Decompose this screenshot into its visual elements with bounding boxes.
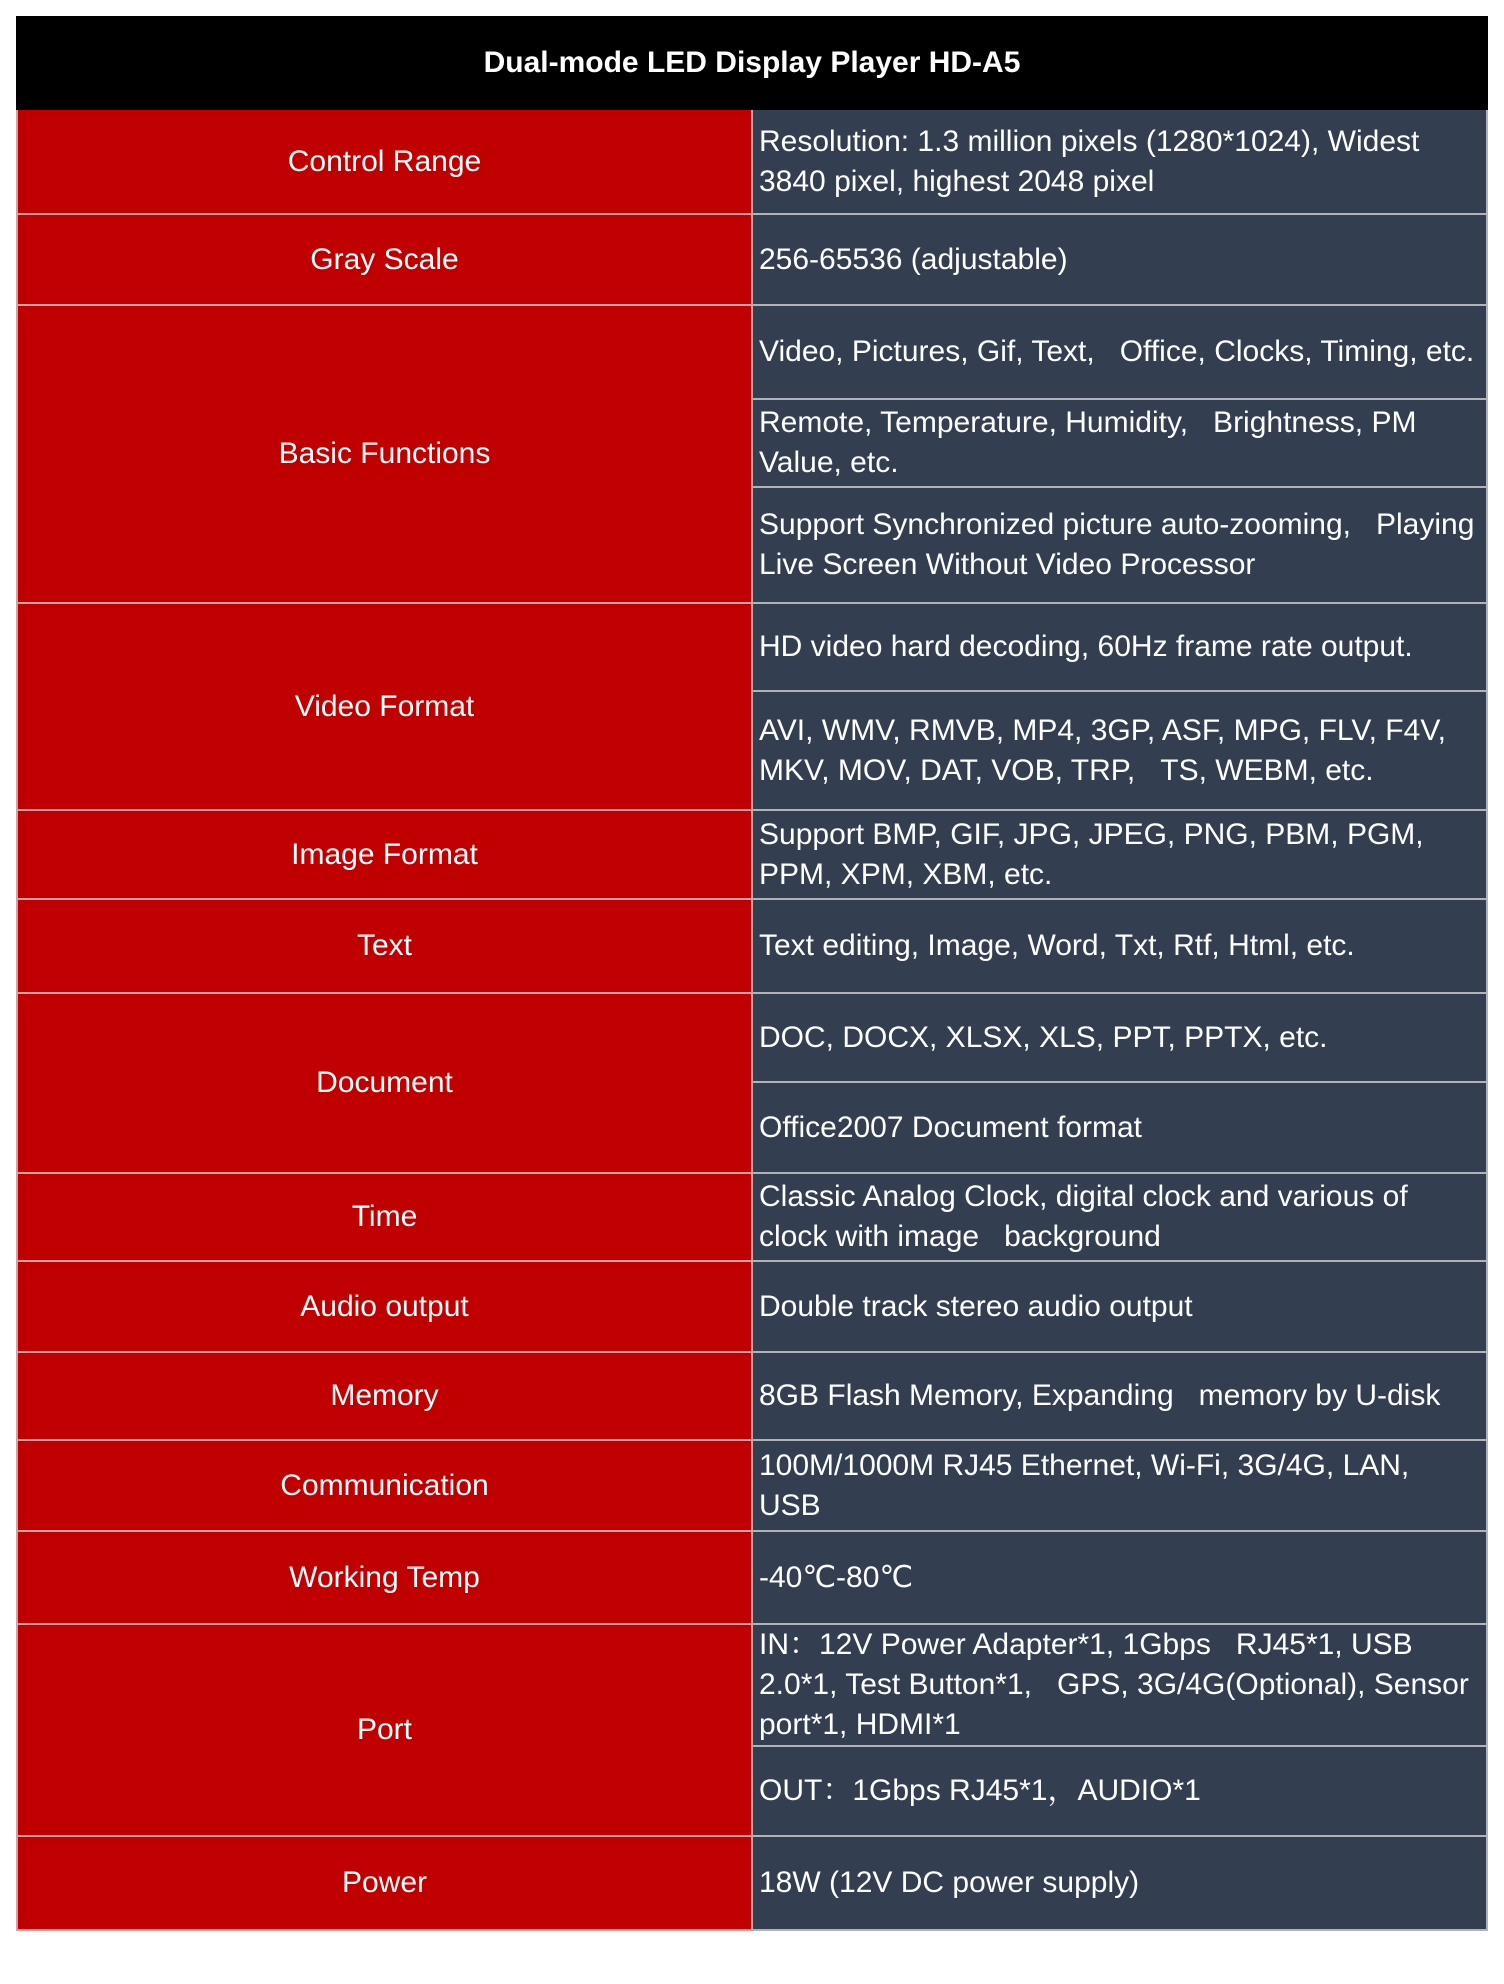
table-row [17, 810, 1487, 899]
row-value [752, 603, 1487, 691]
row-value [752, 1082, 1487, 1173]
row-label-video-format: Video Format [17, 603, 752, 810]
row-label-time: Time [17, 1173, 752, 1261]
row-value-text: Support Synchronized picture auto-zooming, Playing Live Screen Without Video Processor [759, 508, 1475, 581]
row-value-text: IN：12V Power Adapter*1, 1Gbps RJ45*1, USB 2.0*1, Test Button*1, GPS, 3G/4G(Optional), Sensor port*1, HDMI*1 [759, 1628, 1469, 1741]
row-value-text: Resolution: 1.3 million pixels (1280*1024), Widest 3840 pixel, highest 2048 pixel [759, 124, 1420, 198]
row-value [752, 1836, 1487, 1930]
table-row [17, 899, 1487, 993]
row-value-text: Double track stereo audio output [759, 1289, 1193, 1323]
row-label-power: Power [17, 1836, 752, 1930]
row-value-text: Office2007 Document format [759, 1110, 1142, 1144]
table-title: Dual-mode LED Display Player HD-A5 [17, 17, 1487, 109]
row-value-text: Text editing, Image, Word, Txt, Rtf, Html, etc. [759, 929, 1355, 962]
row-value-text: AVI, WMV, RMVB, MP4, 3GP, ASF, MPG, FLV, F4V, MKV, MOV, DAT, VOB, TRP, TS, WEBM, etc. [759, 713, 1446, 787]
row-value-text: HD video hard decoding, 60Hz frame rate output. [759, 630, 1413, 663]
row-value-text: Video, Pictures, Gif, Text, Office, Clocks, Timing, etc. [759, 335, 1475, 368]
row-value [752, 810, 1487, 899]
row-label-gray-scale: Gray Scale [17, 214, 752, 305]
row-value [752, 214, 1487, 305]
row-value-text: 100M/1000M RJ45 Ethernet, Wi-Fi, 3G/4G, LAN, USB [759, 1448, 1410, 1522]
row-label-communication: Communication [17, 1440, 752, 1531]
row-value-text: DOC, DOCX, XLSX, XLS, PPT, PPTX, etc. [759, 1020, 1328, 1054]
row-value-text: 256-65536 (adjustable) [759, 242, 1068, 276]
table-row [17, 1531, 1487, 1624]
row-label-working-temp: Working Temp [17, 1531, 752, 1624]
row-value [752, 691, 1487, 810]
row-value [752, 1261, 1487, 1352]
row-label-port: Port [17, 1624, 752, 1836]
table-row [17, 603, 1487, 691]
table-row [17, 1836, 1487, 1930]
row-value-text: Classic Analog Clock, digital clock and various of clock with image background [759, 1180, 1408, 1253]
row-label-basic-functions: Basic Functions [17, 305, 752, 603]
row-value [752, 399, 1487, 487]
row-value [752, 109, 1487, 214]
table-row [17, 1440, 1487, 1531]
row-value [752, 899, 1487, 993]
table-row [17, 993, 1487, 1082]
row-value-text: 18W (12V DC power supply) [759, 1866, 1140, 1899]
row-value [752, 1173, 1487, 1261]
row-value [752, 1746, 1487, 1836]
row-value [752, 1624, 1487, 1746]
row-value [752, 1531, 1487, 1624]
spec-table [16, 16, 1488, 1931]
row-label-audio-output: Audio output [17, 1261, 752, 1352]
row-label-text: Text [17, 899, 752, 993]
table-row [17, 305, 1487, 399]
row-value-text: Support BMP, GIF, JPG, JPEG, PNG, PBM, PGM, PPM, XPM, XBM, etc. [759, 817, 1424, 891]
row-value [752, 1352, 1487, 1440]
row-label-image-format: Image Format [17, 810, 752, 899]
row-value [752, 1440, 1487, 1531]
row-value [752, 487, 1487, 603]
row-value [752, 305, 1487, 399]
table-row [17, 109, 1487, 214]
row-label-document: Document [17, 993, 752, 1173]
table-row [17, 1261, 1487, 1352]
row-value-text: -40℃-80℃ [759, 1560, 914, 1594]
row-value [752, 993, 1487, 1082]
table-row [17, 1624, 1487, 1746]
row-label-memory: Memory [17, 1352, 752, 1440]
table-row [17, 1173, 1487, 1261]
row-value-text: Remote, Temperature, Humidity, Brightness, PM Value, etc. [759, 406, 1417, 479]
table-row [17, 1352, 1487, 1440]
row-label-control-range: Control Range [17, 109, 752, 214]
table-row [17, 214, 1487, 305]
row-value-text: 8GB Flash Memory, Expanding memory by U-disk [759, 1379, 1441, 1412]
row-value-text: OUT：1Gbps RJ45*1，AUDIO*1 [759, 1774, 1201, 1807]
table-header-row [17, 17, 1487, 109]
